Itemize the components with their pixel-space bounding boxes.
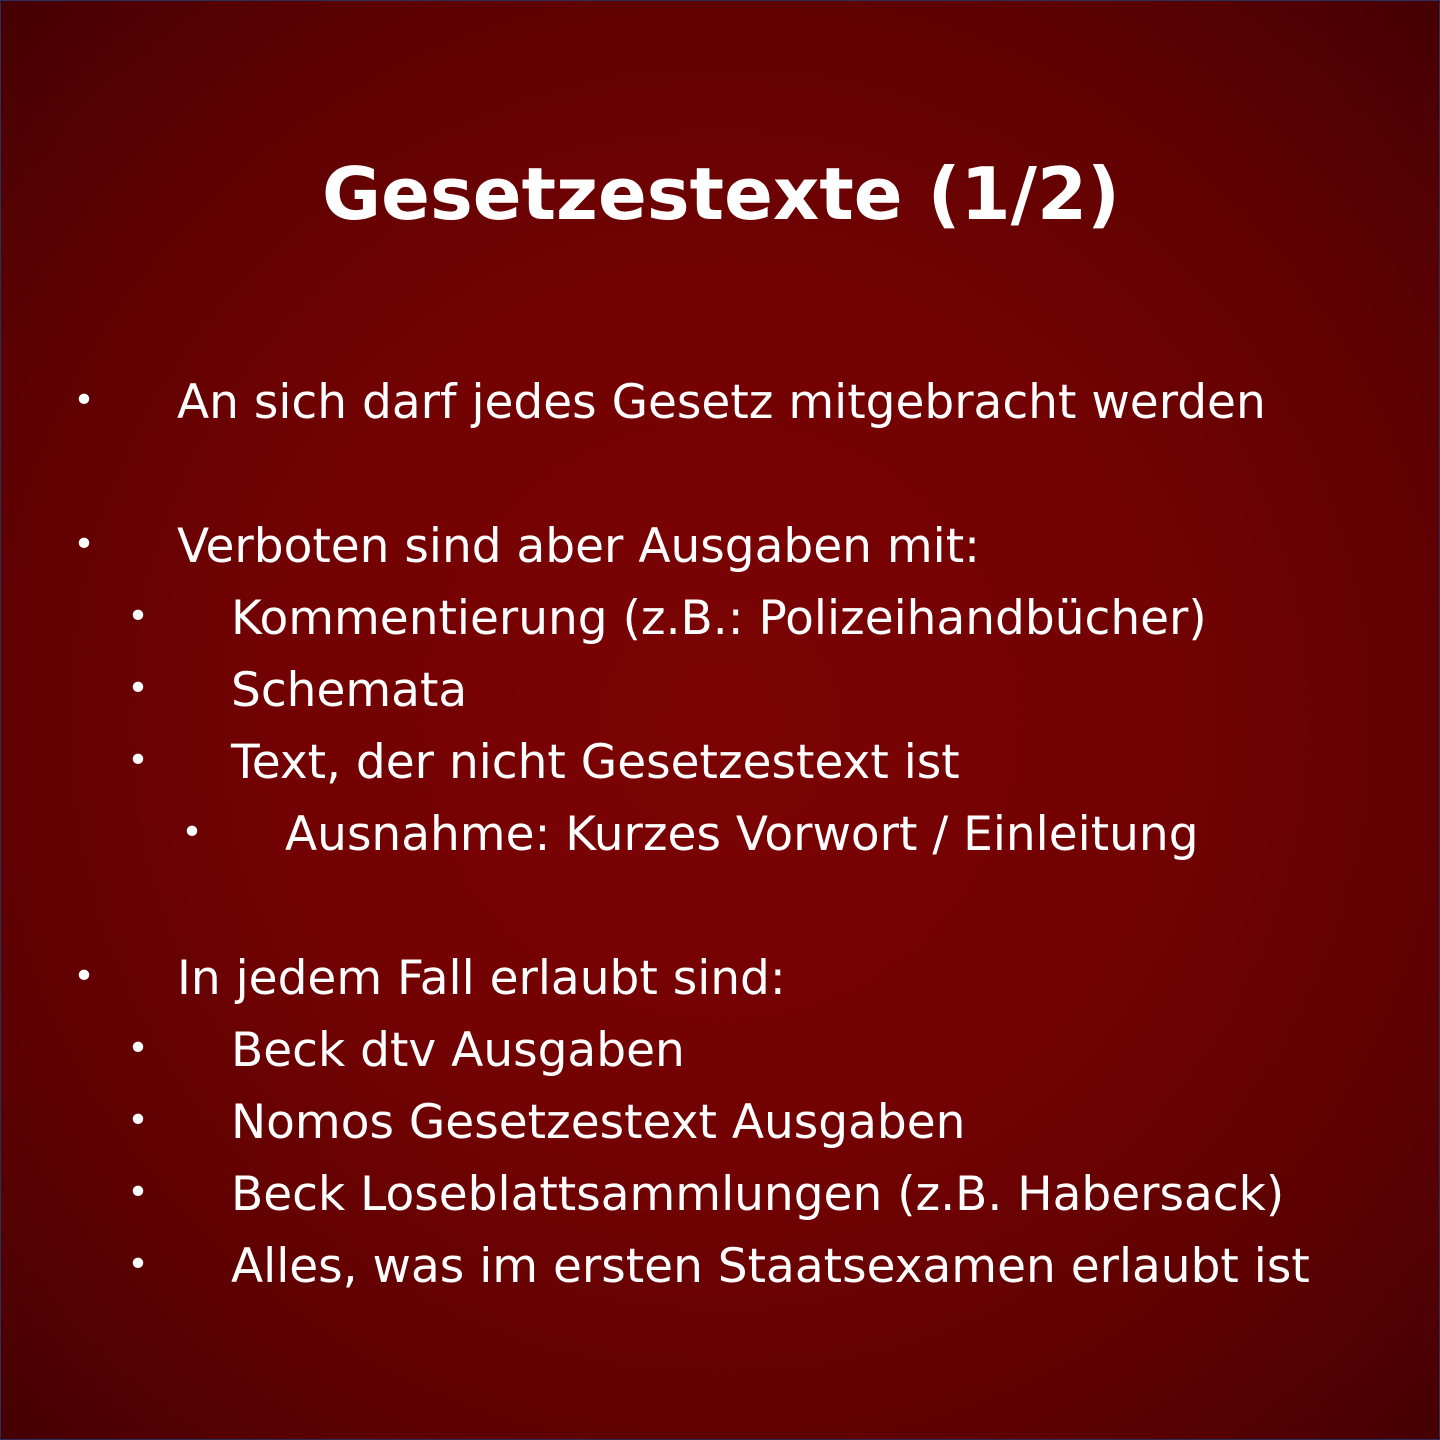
list-item-text: Schemata [231,663,468,718]
list-item-text: In jedem Fall erlaubt sind: [177,951,786,1006]
list-item [1,727,1440,799]
bullet-icon: • [127,740,149,781]
bullet-icon: • [127,1172,149,1213]
bullet-icon: • [181,812,203,853]
list-item-text: Beck dtv Ausgaben [231,1023,685,1078]
list-item [1,1087,1440,1159]
list-item [1,511,1440,583]
list-item-text: An sich darf jedes Gesetz mitgebracht werden [177,375,1266,430]
bullet-icon: • [127,1028,149,1069]
bullet-icon: • [73,380,95,421]
list-item [1,1231,1440,1303]
bullet-icon: • [127,1100,149,1141]
list-item [1,1015,1440,1087]
bullet-icon: • [127,1244,149,1285]
list-item [1,943,1440,1015]
list-item [1,367,1440,439]
list-item [1,583,1440,655]
list-item-text: Ausnahme: Kurzes Vorwort / Einleitung [285,807,1199,862]
bullet-icon: • [73,956,95,997]
bullet-icon: • [73,524,95,565]
list-item [1,1159,1440,1231]
list-item [1,655,1440,727]
list-item-text: Kommentierung (z.B.: Polizeihandbücher) [231,591,1207,646]
bullet-icon: • [127,668,149,709]
list-item-text: Nomos Gesetzestext Ausgaben [231,1095,966,1150]
list-item-text: Beck Loseblattsammlungen (z.B. Habersack) [231,1167,1285,1222]
bullet-icon: • [127,596,149,637]
list-item [1,799,1440,871]
list-item-text: Verboten sind aber Ausgaben mit: [177,519,980,574]
list-item-text: Text, der nicht Gesetzestext ist [231,735,960,790]
list-item-text: Alles, was im ersten Staatsexamen erlaubt ist [231,1239,1310,1294]
slide-title: Gesetzestexte (1/2) [322,152,1120,236]
